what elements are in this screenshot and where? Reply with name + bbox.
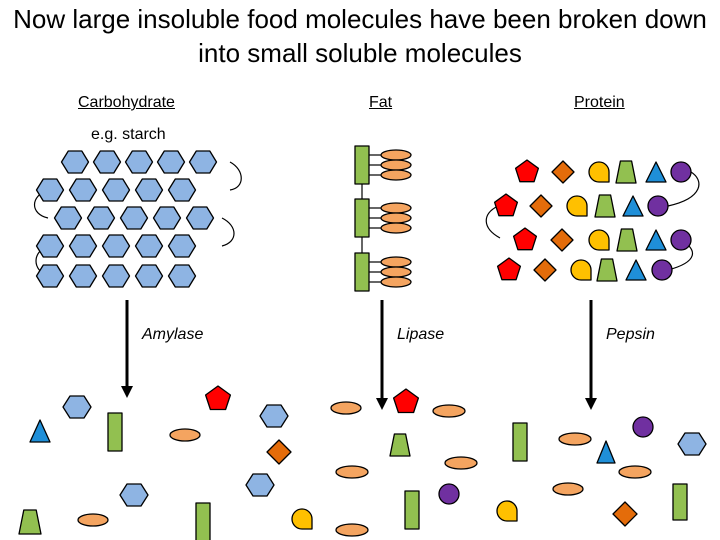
hexagon-shape: [62, 151, 89, 173]
hexagon-shape: [121, 207, 148, 229]
hexagon-shape: [136, 265, 163, 287]
oval-shape: [381, 160, 411, 170]
lipase-label: Lipase: [397, 326, 445, 343]
oval-shape: [331, 402, 361, 414]
diamond-shape: [551, 229, 573, 251]
arrow-head: [585, 398, 597, 410]
pentagon-shape: [516, 160, 539, 182]
trapezoid-shape: [19, 510, 41, 534]
hexagon-shape: [70, 265, 97, 287]
title-line-1: Now large insoluble food molecules have been broken down: [13, 4, 707, 34]
oval-shape: [336, 466, 368, 478]
hexagon-shape: [55, 207, 82, 229]
trapezoid-shape: [616, 161, 636, 183]
rectangle-shape: [108, 413, 122, 451]
diamond-shape: [267, 440, 291, 464]
hexagon-shape: [120, 484, 148, 506]
hexagon-shape: [169, 265, 196, 287]
rectangle-shape: [355, 253, 369, 291]
oval-shape: [381, 277, 411, 287]
rectangle-shape: [355, 199, 369, 237]
title-line-2: into small soluble molecules: [198, 38, 522, 68]
circle-shape: [671, 230, 691, 250]
oval-shape: [619, 466, 651, 478]
hexagon-shape: [260, 405, 288, 427]
circle-shape: [671, 162, 691, 182]
hexagon-shape: [63, 396, 91, 418]
hexagon-shape: [37, 235, 64, 257]
oval-shape: [381, 150, 411, 160]
oval-shape: [445, 457, 477, 469]
drop-shape: [497, 501, 517, 521]
pentagon-shape: [498, 258, 521, 280]
rectangle-shape: [355, 146, 369, 184]
trapezoid-shape: [597, 259, 617, 281]
hexagon-shape: [126, 151, 153, 173]
triangle-shape: [623, 196, 643, 216]
hexagon-shape: [158, 151, 185, 173]
oval-shape: [381, 257, 411, 267]
trapezoid-shape: [617, 229, 637, 251]
triangle-shape: [626, 260, 646, 280]
hexagon-shape: [37, 179, 64, 201]
protein-heading: Protein: [574, 94, 625, 111]
hexagon-shape: [190, 151, 217, 173]
pentagon-shape: [495, 194, 518, 216]
rectangle-shape: [513, 423, 527, 461]
hexagon-shape: [169, 179, 196, 201]
amylase-label: Amylase: [142, 326, 204, 343]
oval-shape: [381, 203, 411, 213]
triangle-shape: [597, 441, 615, 463]
hexagon-shape: [154, 207, 181, 229]
rectangle-shape: [196, 503, 210, 540]
drop-shape: [589, 162, 609, 182]
arrow-head: [121, 386, 133, 398]
hexagon-shape: [246, 474, 274, 496]
hexagon-shape: [136, 235, 163, 257]
triangle-shape: [646, 162, 666, 182]
chain-link: [230, 162, 241, 190]
oval-shape: [336, 524, 368, 536]
trapezoid-shape: [390, 434, 410, 456]
hexagon-shape: [678, 433, 706, 455]
oval-shape: [381, 170, 411, 180]
pentagon-shape: [394, 389, 419, 413]
hexagon-shape: [37, 265, 64, 287]
diamond-shape: [530, 195, 552, 217]
drop-shape: [567, 196, 587, 216]
hexagon-shape: [136, 179, 163, 201]
circle-shape: [633, 417, 653, 437]
triangle-shape: [646, 230, 666, 250]
oval-shape: [433, 405, 465, 417]
hexagon-shape: [187, 207, 214, 229]
oval-shape: [559, 433, 591, 445]
hexagon-shape: [169, 235, 196, 257]
pepsin-label: Pepsin: [606, 326, 655, 343]
oval-shape: [381, 267, 411, 277]
diamond-shape: [552, 161, 574, 183]
fat-heading: Fat: [369, 94, 393, 111]
pentagon-shape: [206, 386, 231, 410]
hexagon-shape: [70, 235, 97, 257]
trapezoid-shape: [595, 195, 615, 217]
triangle-shape: [30, 420, 50, 442]
drop-shape: [589, 230, 609, 250]
hexagon-shape: [94, 151, 121, 173]
oval-shape: [78, 514, 108, 526]
rectangle-shape: [673, 484, 687, 520]
diamond-shape: [534, 259, 556, 281]
carbohydrate-heading: Carbohydrate: [78, 94, 175, 111]
oval-shape: [381, 213, 411, 223]
pentagon-shape: [514, 228, 537, 250]
example-label: e.g. starch: [91, 126, 166, 143]
circle-shape: [439, 484, 459, 504]
oval-shape: [381, 223, 411, 233]
hexagon-shape: [103, 265, 130, 287]
hexagon-shape: [103, 235, 130, 257]
hexagon-shape: [103, 179, 130, 201]
hexagon-shape: [70, 179, 97, 201]
circle-shape: [652, 260, 672, 280]
oval-shape: [170, 429, 200, 441]
diamond-shape: [613, 502, 637, 526]
oval-shape: [553, 483, 583, 495]
arrow-head: [376, 398, 388, 410]
drop-shape: [571, 260, 591, 280]
hexagon-shape: [88, 207, 115, 229]
chain-link: [222, 218, 234, 246]
circle-shape: [648, 196, 668, 216]
drop-shape: [292, 509, 312, 529]
rectangle-shape: [405, 491, 419, 529]
